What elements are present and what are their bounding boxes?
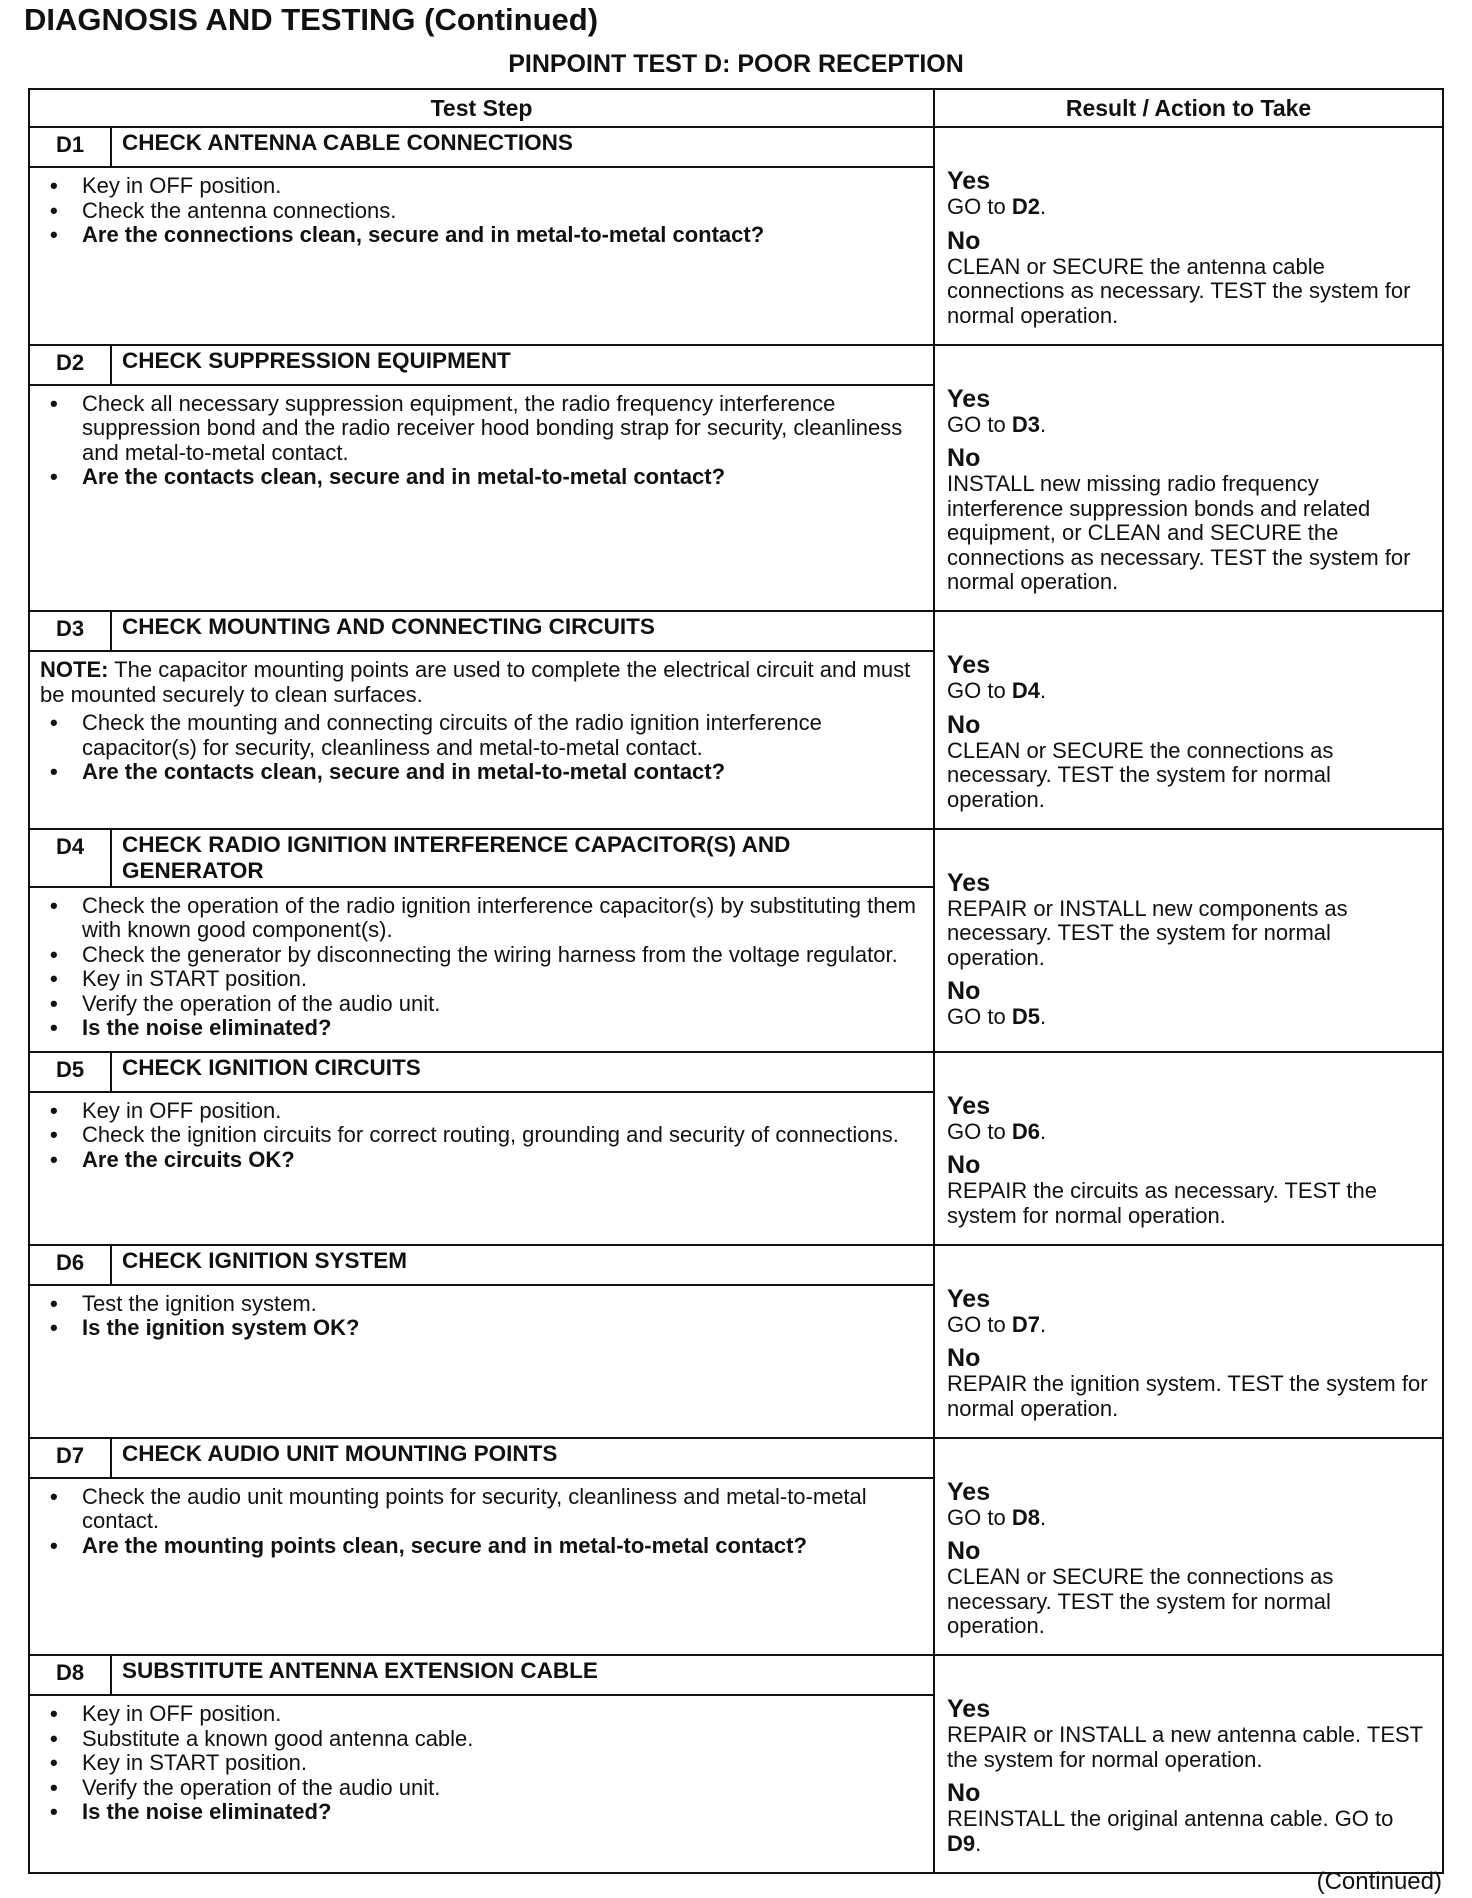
note-label: NOTE: <box>40 657 109 683</box>
yes-label: Yes <box>947 868 991 897</box>
step-id: D1 <box>29 127 111 167</box>
step-bullet-list <box>40 1292 923 1341</box>
yes-action-text: GO to <box>947 1118 1012 1144</box>
step-title: CHECK SUPPRESSION EQUIPMENT <box>111 345 934 385</box>
step-bullet-list <box>40 711 923 785</box>
step-bullet: • Verify the operation of the audio unit. <box>40 992 923 1017</box>
yes-action <box>947 413 1430 438</box>
step-id: D3 <box>29 611 111 651</box>
result-action-cell <box>934 345 1443 612</box>
result-action-cell <box>934 1052 1443 1245</box>
no-action-text: INSTALL new missing radio frequency interference suppression bonds and related equipment, or CLEAN and SECURE the connections as necessary. TEST the system for normal operation. <box>947 471 1411 595</box>
step-bullet-list <box>40 174 923 248</box>
step-id: D5 <box>29 1052 111 1092</box>
step-bullet: • Test the ignition system. <box>40 1292 923 1317</box>
no-action <box>947 739 1430 813</box>
column-header-test-step: Test Step <box>29 89 934 127</box>
yes-label: Yes <box>947 384 991 413</box>
step-bullet-list <box>40 894 923 1041</box>
no-action <box>947 1372 1430 1421</box>
step-id: D8 <box>29 1655 111 1695</box>
step-question: • Are the contacts clean, secure and in metal-to-metal contact? <box>40 760 923 785</box>
step-bullet: • Key in OFF position. <box>40 1099 923 1124</box>
step-header-row <box>29 829 1443 887</box>
yes-action <box>947 1120 1430 1145</box>
yes-action <box>947 195 1430 220</box>
step-title: SUBSTITUTE ANTENNA EXTENSION CABLE <box>111 1655 934 1695</box>
step-question: • Are the contacts clean, secure and in metal-to-metal contact? <box>40 465 923 490</box>
yes-label: Yes <box>947 1284 991 1313</box>
step-id: D4 <box>29 829 111 887</box>
yes-tail: . <box>1039 194 1047 219</box>
page-title: DIAGNOSIS AND TESTING (Continued) <box>24 2 599 37</box>
step-title: CHECK MOUNTING AND CONNECTING CIRCUITS <box>111 611 934 651</box>
yes-action <box>947 1723 1430 1772</box>
step-id: D7 <box>29 1438 111 1478</box>
step-question: • Is the noise eliminated? <box>40 1016 923 1041</box>
table-header-row <box>29 89 1443 127</box>
yes-label: Yes <box>947 1091 991 1120</box>
step-bullet: • Check the mounting and connecting circuits of the radio ignition interference capacitor(s) for security, cleanliness and metal-to-metal contact. <box>40 711 923 760</box>
step-bullet: • Verify the operation of the audio unit. <box>40 1776 923 1801</box>
no-action <box>947 1005 1430 1030</box>
step-header-row <box>29 1438 1443 1478</box>
step-bullet: • Key in OFF position. <box>40 1702 923 1727</box>
step-id: D2 <box>29 345 111 385</box>
no-action-text: REPAIR the ignition system. TEST the system for normal operation. <box>947 1371 1428 1421</box>
yes-action-text: REPAIR or INSTALL a new antenna cable. TEST the system for normal operation. <box>947 1722 1423 1772</box>
step-body <box>29 167 934 345</box>
step-body <box>29 1478 934 1656</box>
yes-step-ref: D8 <box>1011 1504 1040 1530</box>
no-action <box>947 1807 1430 1856</box>
yes-label: Yes <box>947 651 991 680</box>
step-bullet: • Key in START position. <box>40 1751 923 1776</box>
table-body <box>29 127 1443 1873</box>
step-bullet: • Check all necessary suppression equipment, the radio frequency interference suppression bond and the radio receiver hood bonding strap for security, cleanliness and metal-to-metal contact. <box>40 392 923 466</box>
step-body <box>29 1285 934 1438</box>
yes-action <box>947 897 1430 971</box>
yes-label: Yes <box>947 1477 991 1506</box>
pinpoint-test-table <box>28 88 1442 1874</box>
step-bullet: • Check the operation of the radio ignition interference capacitor(s) by substituting them with known good component(s). <box>40 894 923 943</box>
step-title: CHECK IGNITION CIRCUITS <box>111 1052 934 1092</box>
result-action-cell <box>934 829 1443 1052</box>
yes-action <box>947 1506 1430 1531</box>
step-header-row <box>29 1052 1443 1092</box>
no-label: No <box>947 226 981 255</box>
step-title: CHECK ANTENNA CABLE CONNECTIONS <box>111 127 934 167</box>
no-action-text: CLEAN or SECURE the connections as necessary. TEST the system for normal operation. <box>947 737 1334 812</box>
yes-action <box>947 679 1430 704</box>
no-label: No <box>947 977 981 1006</box>
yes-action-text: GO to <box>947 1504 1012 1530</box>
no-action-text: GO to <box>947 1004 1012 1030</box>
step-note <box>40 658 923 707</box>
no-action-text: CLEAN or SECURE the antenna cable connections as necessary. TEST the system for normal operation. <box>947 253 1411 328</box>
step-header-row <box>29 1245 1443 1285</box>
step-bullet-list <box>40 1099 923 1173</box>
no-label: No <box>947 1151 981 1179</box>
no-label: No <box>947 1537 981 1566</box>
step-question: • Is the ignition system OK? <box>40 1316 923 1341</box>
step-body <box>29 887 934 1052</box>
result-action-cell <box>934 1655 1443 1873</box>
no-action-text: CLEAN or SECURE the connections as necessary. TEST the system for normal operation. <box>947 1564 1334 1639</box>
no-label: No <box>947 710 981 739</box>
yes-tail: . <box>1039 411 1047 437</box>
result-action-cell <box>934 1438 1443 1656</box>
no-action <box>947 472 1430 595</box>
step-bullet-list <box>40 1702 923 1825</box>
no-action <box>947 255 1430 329</box>
step-bullet: • Check the audio unit mounting points for security, cleanliness and metal-to-metal contact. <box>40 1485 923 1534</box>
yes-step-ref: D6 <box>1011 1118 1040 1144</box>
yes-action-text: GO to <box>947 194 1012 219</box>
step-header-row <box>29 345 1443 385</box>
yes-action-text: REPAIR or INSTALL new components as necessary. TEST the system for normal operation. <box>947 895 1348 970</box>
step-title: CHECK AUDIO UNIT MOUNTING POINTS <box>111 1438 934 1478</box>
step-id: D6 <box>29 1245 111 1285</box>
step-bullet: • Key in OFF position. <box>40 174 923 199</box>
yes-action-text: GO to <box>947 411 1012 437</box>
no-step-ref: D5 <box>1011 1004 1040 1030</box>
yes-action-text: GO to <box>947 1311 1012 1337</box>
yes-action-text: GO to <box>947 678 1012 704</box>
no-action-text: REINSTALL the original antenna cable. GO to <box>947 1806 1394 1832</box>
step-bullet-list <box>40 1485 923 1559</box>
step-body <box>29 651 934 829</box>
result-action-cell <box>934 127 1443 345</box>
no-label: No <box>947 1779 981 1808</box>
yes-step-ref: D7 <box>1011 1311 1040 1337</box>
step-header-row <box>29 1655 1443 1695</box>
step-title: CHECK IGNITION SYSTEM <box>111 1245 934 1285</box>
no-tail: . <box>975 1830 982 1856</box>
yes-step-ref: D3 <box>1011 411 1040 437</box>
yes-tail: . <box>1039 1118 1047 1144</box>
pinpoint-test-title: PINPOINT TEST D: POOR RECEPTION <box>508 50 964 78</box>
column-header-result: Result / Action to Take <box>934 89 1443 127</box>
step-question: • Are the circuits OK? <box>40 1148 923 1173</box>
step-bullet: • Key in START position. <box>40 967 923 992</box>
step-body <box>29 385 934 612</box>
yes-step-ref: D2 <box>1011 194 1040 219</box>
result-action-cell <box>934 1245 1443 1438</box>
step-question: • Are the mounting points clean, secure and in metal-to-metal contact? <box>40 1534 923 1559</box>
yes-step-ref: D4 <box>1011 678 1040 704</box>
step-question: • Is the noise eliminated? <box>40 1800 923 1825</box>
step-header-row <box>29 611 1443 651</box>
step-header-row <box>29 127 1443 167</box>
step-bullet-list <box>40 392 923 490</box>
no-action <box>947 1565 1430 1639</box>
step-title: CHECK RADIO IGNITION INTERFERENCE CAPACITOR(S) AND GENERATOR <box>111 829 934 887</box>
step-bullet: • Check the ignition circuits for correct routing, grounding and security of connections. <box>40 1123 923 1148</box>
step-question: • Are the connections clean, secure and in metal-to-metal contact? <box>40 223 923 248</box>
yes-action <box>947 1313 1430 1338</box>
continued-label: (Continued) <box>1316 1868 1442 1895</box>
step-body <box>29 1695 934 1873</box>
no-action-text: REPAIR the circuits as necessary. TEST the system for normal operation. <box>947 1178 1377 1228</box>
step-bullet: • Substitute a known good antenna cable. <box>40 1727 923 1752</box>
step-body <box>29 1092 934 1245</box>
no-step-ref: D9 <box>947 1830 976 1856</box>
step-bullet: • Check the antenna connections. <box>40 199 923 224</box>
yes-label: Yes <box>947 1695 991 1724</box>
no-label: No <box>947 444 981 473</box>
yes-tail: . <box>1039 1311 1047 1337</box>
step-bullet: • Check the generator by disconnecting the wiring harness from the voltage regulator. <box>40 943 923 968</box>
yes-tail: . <box>1039 678 1047 704</box>
yes-label: Yes <box>947 167 991 195</box>
no-action <box>947 1179 1430 1228</box>
no-label: No <box>947 1344 981 1373</box>
result-action-cell <box>934 611 1443 829</box>
note-text: The capacitor mounting points are used to complete the electrical circuit and must be mounted securely to clean surfaces. <box>40 657 911 707</box>
no-tail: . <box>1039 1004 1047 1030</box>
yes-tail: . <box>1039 1504 1047 1530</box>
test-step-table <box>28 88 1444 1874</box>
